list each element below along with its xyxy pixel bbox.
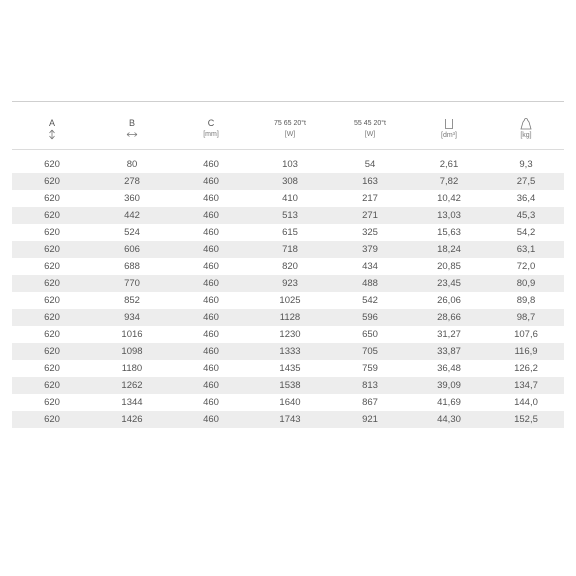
table-row [12,258,564,275]
cell-weight: 27,5 [516,176,536,187]
cell-output-75-65: 1743 [279,414,301,425]
cell-b: 1262 [121,380,143,391]
cell-output-55-45: 596 [362,312,378,323]
cell-output-55-45: 705 [362,346,378,357]
cell-weight: 45,3 [516,210,536,221]
cell-output-75-65: 615 [282,227,298,238]
cell-water-volume: 36,48 [437,363,461,374]
column-header-c [172,118,250,140]
cell-output-55-45: 163 [362,176,378,187]
cell-a: 620 [44,159,60,170]
table-row [12,156,564,173]
table-row [12,173,564,190]
table-row [12,377,564,394]
cell-output-55-45: 759 [362,363,378,374]
table-header-row [12,102,564,150]
cell-weight: 80,9 [516,278,536,289]
cell-water-volume: 7,82 [439,176,459,187]
cell-b: 688 [124,261,140,272]
cell-water-volume: 44,30 [437,414,461,425]
cell-weight: 107,6 [514,329,538,340]
cell-b: 852 [124,295,140,306]
table-row [12,275,564,292]
cell-c: 460 [203,312,219,323]
cell-b: 770 [124,278,140,289]
cell-output-55-45: 271 [362,210,378,221]
cell-weight: 89,8 [516,295,536,306]
column-header-label: C [207,118,215,128]
column-header-output-55-45 [330,118,410,140]
cell-a: 620 [44,346,60,357]
column-header-label: A [48,118,55,128]
table-row [12,343,564,360]
cell-output-75-65: 1538 [279,380,301,391]
cell-output-55-45: 488 [362,278,378,289]
cell-weight: 63,1 [516,244,536,255]
cell-c: 460 [203,295,219,306]
table-row [12,394,564,411]
cell-b: 80 [126,159,138,170]
cell-a: 620 [44,414,60,425]
cell-a: 620 [44,210,60,221]
cell-a: 620 [44,227,60,238]
column-header-b [92,118,172,141]
cell-output-55-45: 813 [362,380,378,391]
cell-c: 460 [203,176,219,187]
cell-output-75-65: 103 [282,159,298,170]
cell-a: 620 [44,193,60,204]
table-row [12,326,564,343]
cell-water-volume: 18,24 [437,244,461,255]
cell-a: 620 [44,363,60,374]
cell-weight: 134,7 [514,380,538,391]
cell-c: 460 [203,397,219,408]
cell-water-volume: 10,42 [437,193,461,204]
column-header-label: 55 45 20°t [354,120,386,127]
cell-output-55-45: 325 [362,227,378,238]
table-row [12,360,564,377]
up-down-arrows-icon [12,129,92,141]
cell-c: 460 [203,278,219,289]
cell-output-75-65: 513 [282,210,298,221]
cell-water-volume: 23,45 [437,278,461,289]
cell-a: 620 [44,278,60,289]
table-body [12,150,564,428]
cell-output-55-45: 434 [362,261,378,272]
cell-b: 278 [124,176,140,187]
cell-output-55-45: 54 [364,159,376,170]
table-row [12,241,564,258]
cell-b: 1098 [121,346,143,357]
column-header-output-75-65 [250,118,330,140]
column-header-a [12,118,92,141]
cell-weight: 126,2 [514,363,538,374]
cell-b: 360 [124,193,140,204]
cell-c: 460 [203,329,219,340]
cell-output-75-65: 718 [282,244,298,255]
cell-output-75-65: 820 [282,261,298,272]
cell-b: 1180 [121,363,143,374]
cell-weight: 72,0 [516,261,536,272]
cell-weight: 116,9 [514,346,538,357]
cell-a: 620 [44,244,60,255]
cell-water-volume: 15,63 [437,227,461,238]
cell-output-75-65: 308 [282,176,298,187]
cell-output-75-65: 1333 [279,346,301,357]
cell-c: 460 [203,380,219,391]
cell-c: 460 [203,363,219,374]
cell-water-volume: 33,87 [437,346,461,357]
table-row [12,309,564,326]
cell-weight: 152,5 [514,414,538,425]
cell-b: 934 [124,312,140,323]
cell-c: 460 [203,414,219,425]
cell-output-75-65: 1435 [279,363,301,374]
cell-output-55-45: 217 [362,193,378,204]
table-row [12,207,564,224]
cell-a: 620 [44,295,60,306]
cell-b: 442 [124,210,140,221]
cell-water-volume: 39,09 [437,380,461,391]
column-header-unit: [W] [364,131,376,138]
left-right-arrows-icon [92,129,172,141]
cell-output-55-45: 921 [362,414,378,425]
cell-a: 620 [44,397,60,408]
cell-a: 620 [44,380,60,391]
cell-a: 620 [44,261,60,272]
cell-c: 460 [203,193,219,204]
cell-weight: 54,2 [516,227,536,238]
column-header-unit: [W] [284,131,296,138]
cell-c: 460 [203,244,219,255]
cell-a: 620 [44,312,60,323]
cell-weight: 98,7 [516,312,536,323]
cell-b: 1016 [121,329,143,340]
cell-a: 620 [44,329,60,340]
cell-weight: 36,4 [516,193,536,204]
weight-icon [488,118,564,130]
cell-output-75-65: 1640 [279,397,301,408]
column-header-unit: [mm] [203,131,219,138]
table-row [12,411,564,428]
cell-water-volume: 13,03 [437,210,461,221]
table-row [12,224,564,241]
cell-c: 460 [203,210,219,221]
cell-output-55-45: 379 [362,244,378,255]
cell-weight: 144,0 [514,397,538,408]
cell-water-volume: 28,66 [437,312,461,323]
cell-water-volume: 2,61 [439,159,459,170]
cell-output-55-45: 867 [362,397,378,408]
column-header-weight [488,118,564,141]
cell-output-55-45: 542 [362,295,378,306]
cell-b: 1344 [121,397,143,408]
table-row [12,190,564,207]
cell-output-75-65: 1230 [279,329,301,340]
cell-b: 1426 [121,414,143,425]
cell-water-volume: 41,69 [437,397,461,408]
cell-b: 606 [124,244,140,255]
cell-water-volume: 20,85 [437,261,461,272]
column-header-unit: [dm³] [441,132,457,139]
cell-output-75-65: 1128 [279,312,301,323]
cell-weight: 9,3 [519,159,533,170]
cell-c: 460 [203,227,219,238]
column-header-unit: [kg] [520,132,532,139]
cell-output-75-65: 410 [282,193,298,204]
table-row [12,292,564,309]
cell-b: 524 [124,227,140,238]
cell-c: 460 [203,261,219,272]
cell-output-75-65: 1025 [279,295,301,306]
cell-water-volume: 26,06 [437,295,461,306]
cell-water-volume: 31,27 [437,329,461,340]
cell-output-75-65: 923 [282,278,298,289]
water-volume-icon [410,118,488,130]
column-header-label: 75 65 20°t [274,120,306,127]
cell-c: 460 [203,159,219,170]
cell-a: 620 [44,176,60,187]
column-header-water-volume [410,118,488,141]
cell-output-55-45: 650 [362,329,378,340]
cell-c: 460 [203,346,219,357]
radiator-spec-table [12,101,564,428]
column-header-label: B [128,118,135,128]
